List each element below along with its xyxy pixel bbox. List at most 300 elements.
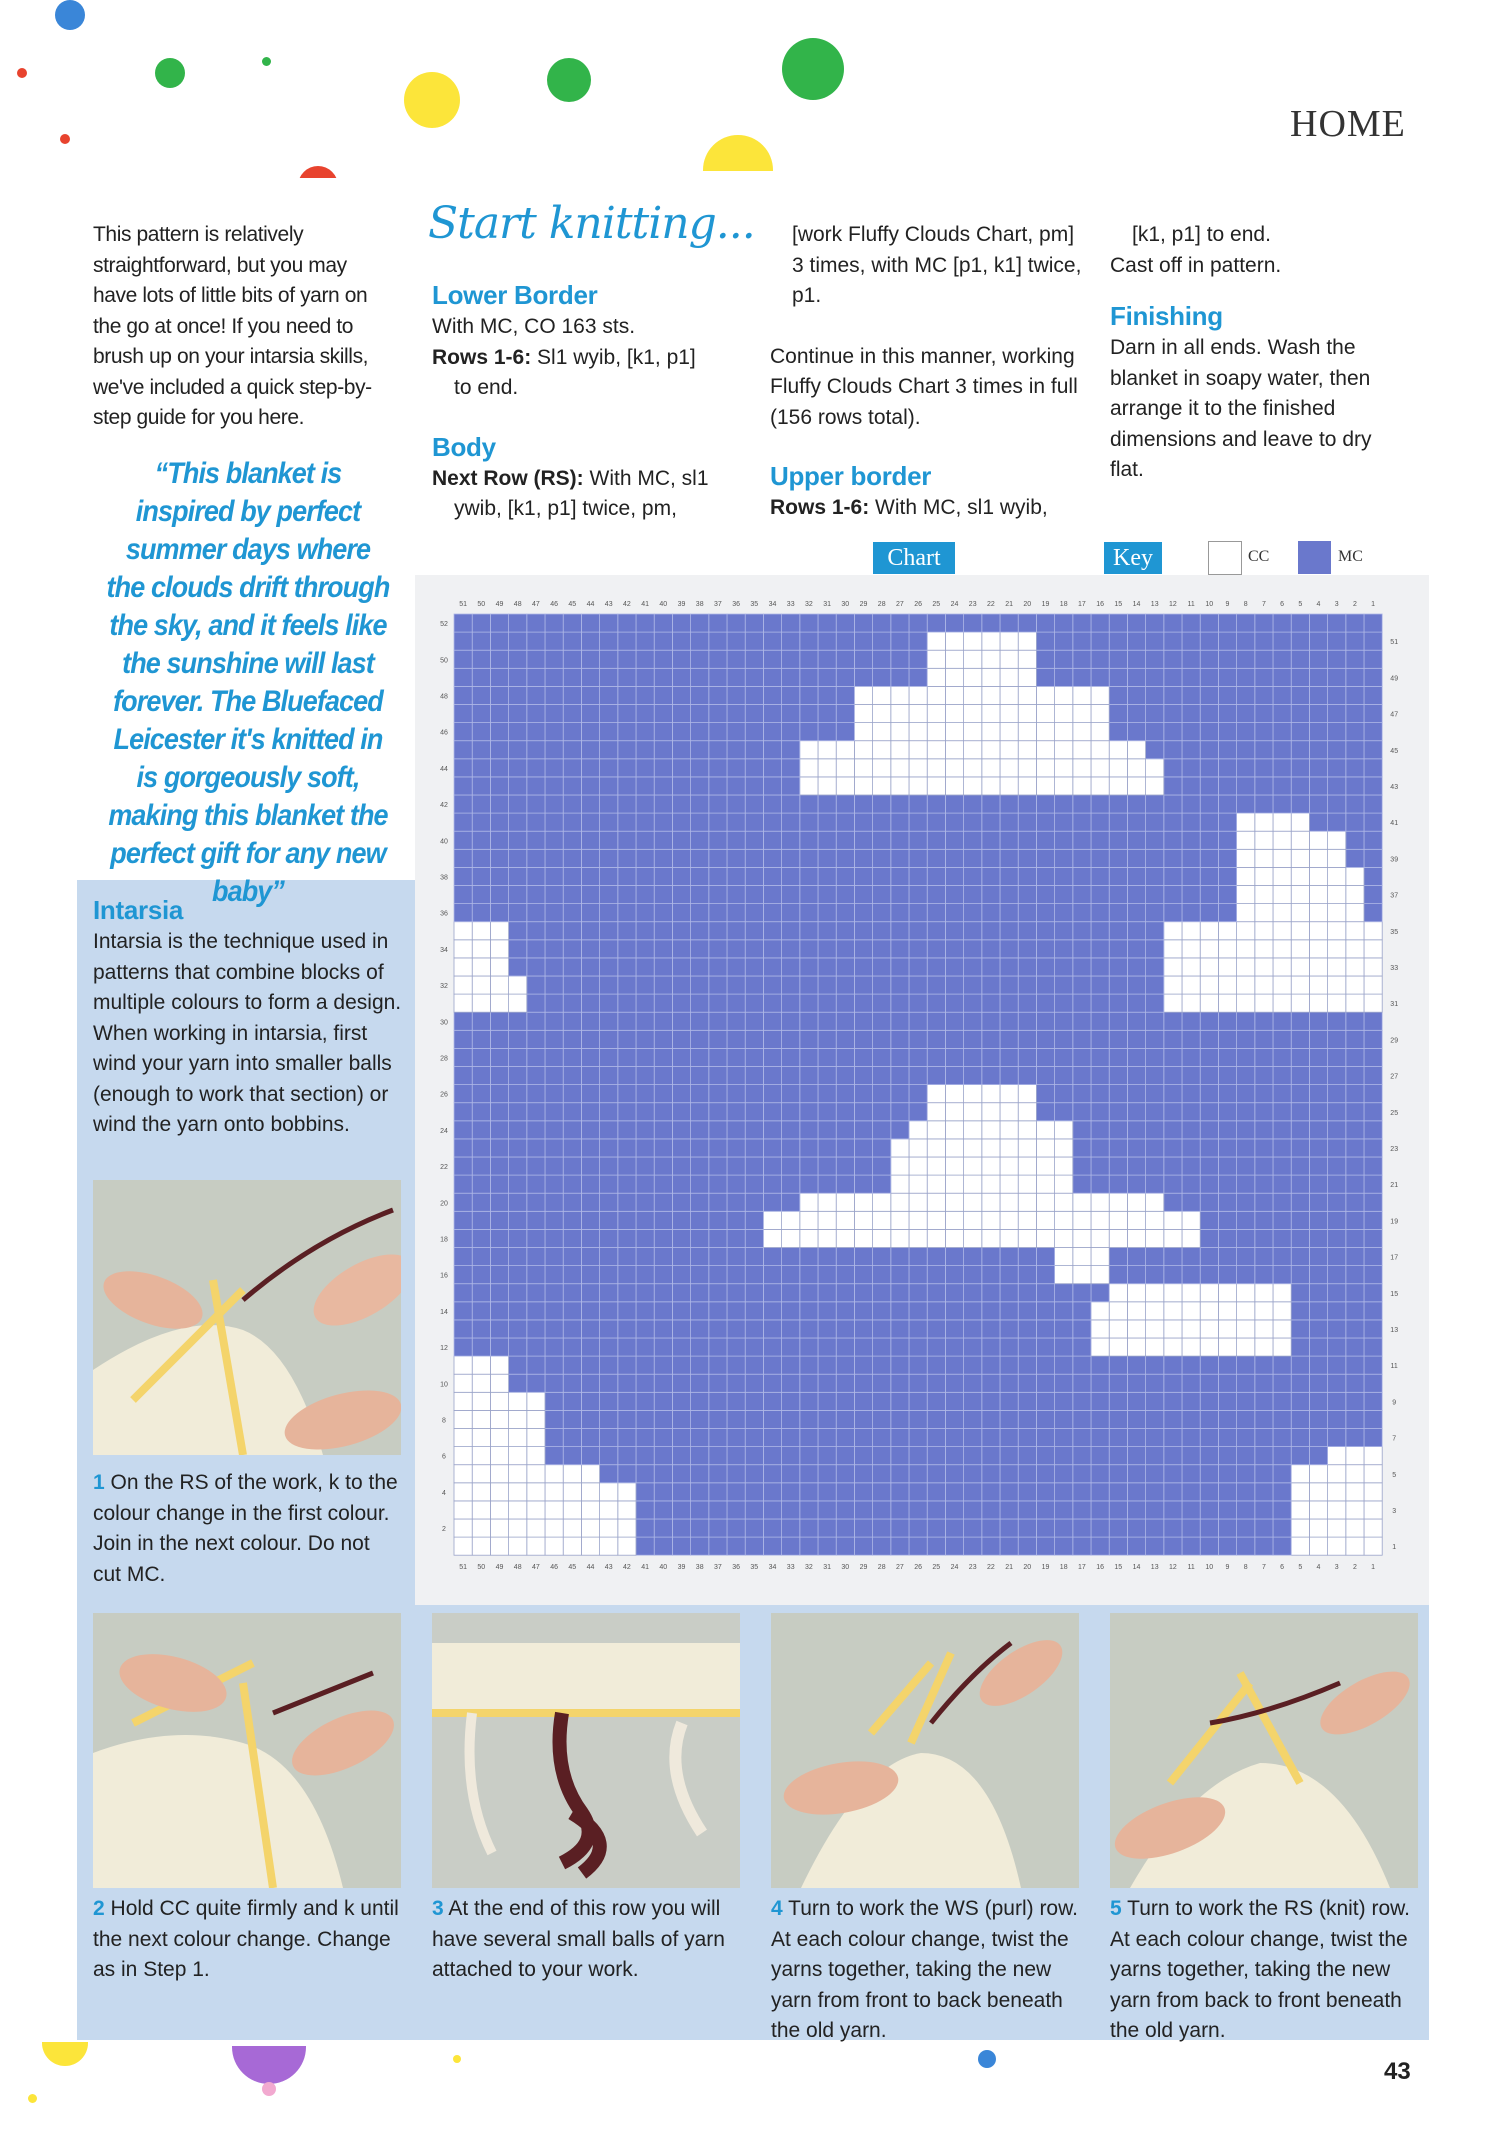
column-number-top: 38 <box>695 601 704 608</box>
chart-cell-cc <box>909 723 927 741</box>
chart-cell-mc <box>1364 632 1382 650</box>
chart-cell-mc <box>745 705 763 723</box>
chart-cell-mc <box>964 940 982 958</box>
chart-cell-mc <box>1127 886 1145 904</box>
chart-cell-mc <box>800 1410 818 1428</box>
chart-cell-mc <box>1218 1356 1236 1374</box>
chart-cell-mc <box>1000 1248 1018 1266</box>
column-number-bottom: 48 <box>513 1564 522 1572</box>
chart-cell-mc <box>672 1085 690 1103</box>
chart-cell-mc <box>563 1229 581 1247</box>
chart-cell-mc <box>945 1266 963 1284</box>
chart-cell-mc <box>745 1266 763 1284</box>
chart-cell-mc <box>545 1266 563 1284</box>
chart-cell-mc <box>709 1465 727 1483</box>
chart-cell-cc <box>800 759 818 777</box>
chart-cell-mc <box>1109 686 1127 704</box>
chart-cell-mc <box>509 922 527 940</box>
chart-cell-mc <box>909 1519 927 1537</box>
chart-cell-mc <box>891 1447 909 1465</box>
chart-cell-mc <box>618 1012 636 1030</box>
chart-cell-cc <box>836 1229 854 1247</box>
chart-cell-cc <box>1182 1302 1200 1320</box>
chart-cell-mc <box>1109 795 1127 813</box>
chart-cell-mc <box>1291 1302 1309 1320</box>
chart-cell-cc <box>818 1193 836 1211</box>
chart-cell-mc <box>982 1392 1000 1410</box>
chart-cell-mc <box>1055 614 1073 632</box>
chart-cell-mc <box>636 1410 654 1428</box>
chart-cell-mc <box>745 994 763 1012</box>
chart-cell-mc <box>1127 705 1145 723</box>
chart-cell-cc <box>1291 1465 1309 1483</box>
chart-cell-mc <box>545 831 563 849</box>
chart-cell-cc <box>927 759 945 777</box>
chart-cell-cc <box>1346 1537 1364 1555</box>
chart-cell-mc <box>618 1121 636 1139</box>
chart-cell-mc <box>763 1193 781 1211</box>
chart-cell-mc <box>1127 632 1145 650</box>
chart-cell-mc <box>818 795 836 813</box>
chart-cell-cc <box>982 1139 1000 1157</box>
chart-cell-mc <box>691 1248 709 1266</box>
chart-cell-mc <box>1273 1537 1291 1555</box>
chart-cell-cc <box>472 1356 490 1374</box>
chart-cell-mc <box>454 1012 472 1030</box>
chart-cell-mc <box>1055 795 1073 813</box>
chart-cell-mc <box>509 1067 527 1085</box>
row-number-left: 40 <box>440 838 448 846</box>
chart-cell-mc <box>654 686 672 704</box>
chart-cell-mc <box>891 813 909 831</box>
chart-cell-mc <box>1346 831 1364 849</box>
chart-cell-mc <box>763 958 781 976</box>
chart-cell-mc <box>1255 1048 1273 1066</box>
step-1-photo <box>93 1180 401 1455</box>
chart-cell-mc <box>800 795 818 813</box>
chart-cell-mc <box>672 904 690 922</box>
chart-cell-mc <box>636 1447 654 1465</box>
chart-cell-cc <box>1218 922 1236 940</box>
column-number-top: 47 <box>532 601 540 608</box>
chart-cell-mc <box>873 1356 891 1374</box>
chart-cell-mc <box>1291 1067 1309 1085</box>
chart-cell-mc <box>654 867 672 885</box>
chart-cell-mc <box>1255 1537 1273 1555</box>
chart-cell-cc <box>490 994 508 1012</box>
chart-cell-mc <box>454 849 472 867</box>
chart-cell-mc <box>891 994 909 1012</box>
chart-cell-mc <box>545 1067 563 1085</box>
chart-cell-cc <box>1109 1338 1127 1356</box>
chart-cell-mc <box>891 1284 909 1302</box>
chart-cell-mc <box>1036 1429 1054 1447</box>
chart-cell-mc <box>1218 1447 1236 1465</box>
chart-cell-mc <box>636 922 654 940</box>
chart-cell-mc <box>563 1211 581 1229</box>
body-next-row <box>432 464 722 495</box>
chart-cell-mc <box>1146 1121 1164 1139</box>
chart-cell-cc <box>490 1519 508 1537</box>
chart-cell-mc <box>800 723 818 741</box>
chart-cell-mc <box>1328 795 1346 813</box>
chart-cell-mc <box>1364 777 1382 795</box>
chart-cell-mc <box>1000 1356 1018 1374</box>
chart-cell-mc <box>672 1356 690 1374</box>
chart-cell-cc <box>1291 1483 1309 1501</box>
chart-cell-mc <box>691 1483 709 1501</box>
chart-cell-cc <box>490 1392 508 1410</box>
chart-cell-mc <box>581 1067 599 1085</box>
chart-cell-mc <box>1346 1410 1364 1428</box>
chart-cell-cc <box>1164 958 1182 976</box>
chart-cell-cc <box>527 1447 545 1465</box>
chart-cell-mc <box>545 904 563 922</box>
chart-cell-mc <box>1309 1048 1327 1066</box>
chart-cell-mc <box>1055 1085 1073 1103</box>
chart-cell-mc <box>1164 1048 1182 1066</box>
chart-cell-mc <box>618 1302 636 1320</box>
column-number-bottom: 14 <box>1132 1564 1141 1572</box>
chart-cell-mc <box>654 813 672 831</box>
column-number-top: 48 <box>513 601 522 608</box>
chart-cell-mc <box>545 958 563 976</box>
chart-cell-cc <box>1291 976 1309 994</box>
chart-cell-cc <box>818 759 836 777</box>
row-number-right: 21 <box>1390 1182 1399 1190</box>
chart-cell-mc <box>1146 705 1164 723</box>
chart-cell-mc <box>982 1410 1000 1428</box>
chart-cell-mc <box>1109 940 1127 958</box>
chart-cell-cc <box>527 1519 545 1537</box>
chart-cell-mc <box>691 1157 709 1175</box>
chart-cell-cc <box>618 1501 636 1519</box>
row-number-left: 36 <box>440 910 448 918</box>
column-number-top: 10 <box>1205 601 1214 608</box>
chart-cell-mc <box>891 1501 909 1519</box>
chart-cell-mc <box>672 686 690 704</box>
chart-cell-mc <box>1200 777 1218 795</box>
finishing-heading: Finishing <box>1110 301 1223 331</box>
chart-cell-mc <box>1328 650 1346 668</box>
column-number-top: 43 <box>604 601 613 608</box>
chart-cell-cc <box>1309 904 1327 922</box>
row-number-right: 11 <box>1390 1363 1398 1371</box>
chart-cell-mc <box>618 668 636 686</box>
chart-cell-mc <box>545 705 563 723</box>
chart-cell-mc <box>672 849 690 867</box>
chart-cell-mc <box>727 650 745 668</box>
chart-cell-mc <box>672 1338 690 1356</box>
chart-cell-mc <box>1309 777 1327 795</box>
chart-cell-mc <box>1127 922 1145 940</box>
chart-cell-mc <box>1346 1356 1364 1374</box>
chart-cell-mc <box>1164 1193 1182 1211</box>
chart-cell-mc <box>1164 614 1182 632</box>
chart-cell-mc <box>1309 650 1327 668</box>
chart-cell-mc <box>800 1121 818 1139</box>
chart-cell-cc <box>1237 958 1255 976</box>
chart-cell-cc <box>1164 1320 1182 1338</box>
chart-cell-mc <box>782 777 800 795</box>
chart-cell-mc <box>763 1030 781 1048</box>
chart-cell-mc <box>964 795 982 813</box>
chart-cell-mc <box>1018 1374 1036 1392</box>
chart-cell-mc <box>1073 650 1091 668</box>
chart-cell-mc <box>1273 741 1291 759</box>
chart-cell-mc <box>472 1085 490 1103</box>
chart-cell-mc <box>1055 1284 1073 1302</box>
chart-cell-cc <box>873 1193 891 1211</box>
chart-cell-mc <box>581 1356 599 1374</box>
column-number-top: 31 <box>823 601 831 608</box>
chart-cell-mc <box>527 1356 545 1374</box>
chart-cell-mc <box>836 1356 854 1374</box>
chart-cell-mc <box>927 795 945 813</box>
chart-cell-mc <box>1073 1356 1091 1374</box>
chart-cell-cc <box>964 741 982 759</box>
chart-cell-cc <box>854 705 872 723</box>
chart-cell-mc <box>472 632 490 650</box>
chart-cell-mc <box>1346 1229 1364 1247</box>
chart-cell-mc <box>891 1030 909 1048</box>
chart-cell-mc <box>964 1447 982 1465</box>
chart-cell-cc <box>873 1211 891 1229</box>
chart-cell-cc <box>1000 723 1018 741</box>
chart-cell-mc <box>691 994 709 1012</box>
chart-cell-mc <box>1237 632 1255 650</box>
chart-cell-mc <box>1291 632 1309 650</box>
column-number-bottom: 47 <box>532 1564 540 1572</box>
chart-cell-mc <box>1146 1429 1164 1447</box>
chart-cell-mc <box>636 940 654 958</box>
chart-cell-mc <box>818 976 836 994</box>
chart-label: Chart <box>873 542 955 574</box>
column-number-top: 12 <box>1169 601 1177 608</box>
decor-dot <box>298 166 338 206</box>
chart-cell-mc <box>1255 1392 1273 1410</box>
chart-cell-cc <box>1255 922 1273 940</box>
chart-cell-mc <box>618 1103 636 1121</box>
chart-cell-mc <box>490 632 508 650</box>
chart-cell-mc <box>1055 1465 1073 1483</box>
chart-cell-mc <box>964 1519 982 1537</box>
chart-cell-mc <box>600 1012 618 1030</box>
chart-cell-mc <box>1200 741 1218 759</box>
chart-cell-mc <box>1346 614 1364 632</box>
column-number-bottom: 46 <box>550 1564 558 1572</box>
chart-cell-mc <box>600 1085 618 1103</box>
chart-cell-mc <box>1018 958 1036 976</box>
chart-cell-cc <box>490 1410 508 1428</box>
chart-cell-cc <box>1036 1193 1054 1211</box>
chart-cell-mc <box>982 976 1000 994</box>
chart-cell-mc <box>527 904 545 922</box>
chart-cell-mc <box>600 795 618 813</box>
chart-cell-mc <box>1364 867 1382 885</box>
chart-cell-mc <box>618 795 636 813</box>
chart-cell-cc <box>909 1157 927 1175</box>
chart-cell-mc <box>745 741 763 759</box>
chart-cell-cc <box>1164 1229 1182 1247</box>
chart-cell-cc <box>545 1465 563 1483</box>
chart-cell-mc <box>1237 1030 1255 1048</box>
chart-cell-cc <box>490 1465 508 1483</box>
chart-cell-mc <box>1164 831 1182 849</box>
chart-cell-mc <box>618 958 636 976</box>
chart-cell-mc <box>1146 831 1164 849</box>
decor-dot <box>547 58 591 102</box>
chart-cell-mc <box>1218 1121 1236 1139</box>
chart-cell-mc <box>927 1392 945 1410</box>
chart-cell-mc <box>1328 759 1346 777</box>
chart-cell-cc <box>1328 904 1346 922</box>
chart-cell-mc <box>654 1429 672 1447</box>
intarsia-text: Intarsia is the technique used in patterns that combine blocks of multiple colours to form a design. When working in intarsia, first wind your yarn into smaller balls (enough to work that section) or wind the yarn onto bobbins. <box>93 930 402 1136</box>
chart-cell-mc <box>709 813 727 831</box>
chart-cell-mc <box>1127 1121 1145 1139</box>
chart-cell-mc <box>563 958 581 976</box>
chart-cell-mc <box>1182 1483 1200 1501</box>
chart-cell-mc <box>1309 632 1327 650</box>
chart-cell-mc <box>945 1067 963 1085</box>
chart-cell-mc <box>709 795 727 813</box>
chart-cell-mc <box>1200 1410 1218 1428</box>
chart-cell-mc <box>454 867 472 885</box>
chart-cell-cc <box>964 668 982 686</box>
chart-cell-mc <box>1000 1465 1018 1483</box>
chart-cell-mc <box>945 1537 963 1555</box>
chart-cell-mc <box>1000 940 1018 958</box>
chart-cell-mc <box>563 940 581 958</box>
chart-cell-mc <box>545 1429 563 1447</box>
chart-cell-cc <box>1127 1302 1145 1320</box>
chart-cell-mc <box>1018 831 1036 849</box>
chart-cell-mc <box>745 777 763 795</box>
chart-cell-mc <box>873 831 891 849</box>
chart-cell-mc <box>654 1447 672 1465</box>
chart-cell-mc <box>1164 723 1182 741</box>
chart-cell-mc <box>818 723 836 741</box>
chart-cell-mc <box>982 867 1000 885</box>
chart-cell-mc <box>782 1429 800 1447</box>
chart-cell-mc <box>1018 1356 1036 1374</box>
column-number-bottom: 27 <box>896 1564 904 1572</box>
chart-cell-mc <box>672 813 690 831</box>
chart-cell-mc <box>1109 650 1127 668</box>
chart-cell-cc <box>945 686 963 704</box>
chart-cell-mc <box>1018 904 1036 922</box>
chart-cell-mc <box>563 1067 581 1085</box>
chart-cell-cc <box>1328 831 1346 849</box>
chart-cell-mc <box>709 1501 727 1519</box>
chart-cell-mc <box>1309 1447 1327 1465</box>
chart-cell-mc <box>1309 686 1327 704</box>
body-next-row-cont: ywib, [k1, p1] twice, pm, <box>454 497 677 520</box>
chart-cell-mc <box>818 1302 836 1320</box>
row-number-left: 24 <box>440 1127 448 1135</box>
chart-cell-mc <box>836 632 854 650</box>
chart-cell-cc <box>1237 904 1255 922</box>
chart-cell-mc <box>490 1103 508 1121</box>
chart-cell-mc <box>527 614 545 632</box>
chart-cell-mc <box>909 1248 927 1266</box>
chart-cell-mc <box>600 1410 618 1428</box>
chart-cell-mc <box>454 1266 472 1284</box>
chart-cell-mc <box>927 849 945 867</box>
chart-cell-mc <box>654 886 672 904</box>
chart-cell-mc <box>672 976 690 994</box>
chart-cell-cc <box>800 1229 818 1247</box>
chart-cell-cc <box>1018 1175 1036 1193</box>
chart-cell-cc <box>909 705 927 723</box>
chart-cell-mc <box>909 1429 927 1447</box>
chart-cell-mc <box>782 668 800 686</box>
chart-cell-mc <box>600 1121 618 1139</box>
chart-cell-mc <box>709 1085 727 1103</box>
chart-cell-mc <box>490 1139 508 1157</box>
chart-cell-mc <box>1364 1320 1382 1338</box>
chart-cell-mc <box>782 904 800 922</box>
chart-cell-mc <box>1018 886 1036 904</box>
chart-cell-mc <box>581 723 599 741</box>
column-number-bottom: 34 <box>768 1564 777 1572</box>
chart-cell-mc <box>600 1030 618 1048</box>
chart-cell-mc <box>745 813 763 831</box>
chart-cell-mc <box>727 1410 745 1428</box>
chart-cell-mc <box>1200 1537 1218 1555</box>
chart-cell-mc <box>1218 759 1236 777</box>
chart-cell-mc <box>782 849 800 867</box>
chart-cell-mc <box>927 1447 945 1465</box>
chart-cell-mc <box>636 1139 654 1157</box>
chart-cell-mc <box>836 886 854 904</box>
column-number-top: 9 <box>1225 601 1230 608</box>
chart-cell-cc <box>581 1501 599 1519</box>
chart-cell-cc <box>982 741 1000 759</box>
chart-cell-mc <box>1255 741 1273 759</box>
chart-cell-mc <box>581 1030 599 1048</box>
chart-cell-mc <box>1273 1139 1291 1157</box>
chart-cell-mc <box>1218 1103 1236 1121</box>
chart-cell-mc <box>1273 1121 1291 1139</box>
chart-cell-mc <box>672 741 690 759</box>
chart-cell-cc <box>945 1211 963 1229</box>
chart-cell-cc <box>1346 940 1364 958</box>
chart-cell-mc <box>1164 1410 1182 1428</box>
chart-cell-mc <box>654 1211 672 1229</box>
chart-cell-mc <box>836 831 854 849</box>
chart-cell-mc <box>854 1067 872 1085</box>
chart-cell-mc <box>600 1248 618 1266</box>
chart-cell-mc <box>691 777 709 795</box>
chart-cell-cc <box>982 632 1000 650</box>
chart-cell-cc <box>1309 976 1327 994</box>
chart-cell-mc <box>854 1519 872 1537</box>
chart-cell-mc <box>490 1067 508 1085</box>
chart-cell-mc <box>1073 614 1091 632</box>
chart-cell-mc <box>1127 1067 1145 1085</box>
chart-cell-mc <box>964 1266 982 1284</box>
chart-cell-mc <box>1237 614 1255 632</box>
chart-cell-mc <box>527 686 545 704</box>
chart-cell-cc <box>1000 1157 1018 1175</box>
chart-cell-mc <box>1109 1410 1127 1428</box>
chart-cell-mc <box>927 886 945 904</box>
chart-cell-mc <box>563 1175 581 1193</box>
chart-cell-mc <box>1255 1266 1273 1284</box>
chart-cell-mc <box>745 759 763 777</box>
